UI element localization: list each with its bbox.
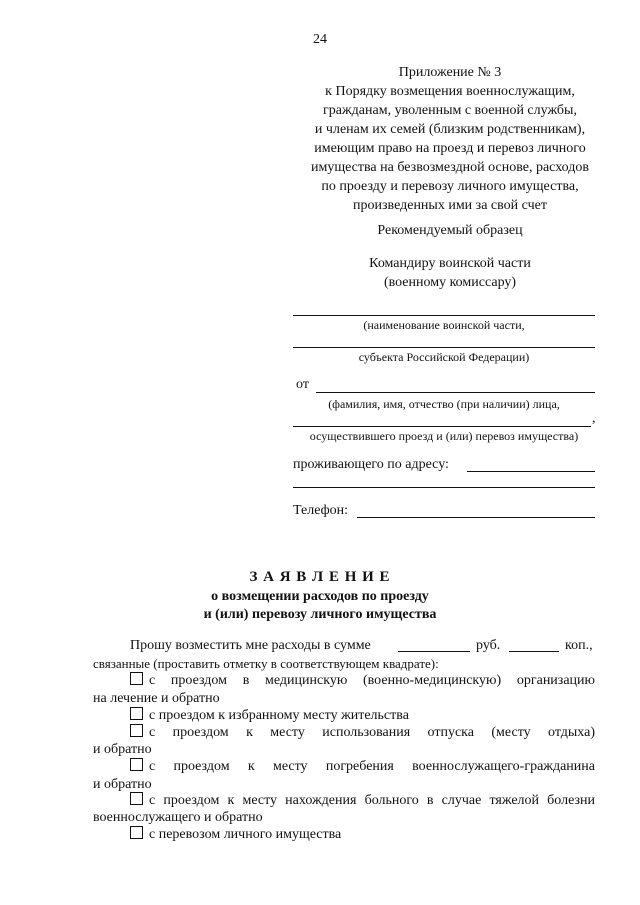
- unit-caption: (наименование воинской части,: [363, 318, 525, 332]
- appendix-line: имеющим право на проезд и перевоз личного: [314, 141, 586, 156]
- checkbox-residence[interactable]: [130, 707, 143, 720]
- kop-label: коп.,: [565, 638, 593, 653]
- checkbox-illness[interactable]: [130, 792, 143, 805]
- name-caption: (фамилия, имя, отчество (при наличии) лица,: [328, 397, 560, 411]
- addressee-line-1: Командиру воинской части: [369, 256, 531, 271]
- option-property: с перевозом личного имущества: [130, 826, 341, 844]
- addressee-line-2: (военному комиссару): [383, 275, 517, 290]
- phone-line[interactable]: [357, 517, 595, 518]
- sum-kop-field[interactable]: [509, 651, 559, 652]
- phone-label: Телефон:: [293, 503, 349, 518]
- statement-subtitle-2: и (или) перевозу личного имущества: [203, 607, 437, 622]
- option-vacation-cont: и обратно: [93, 742, 152, 757]
- option-burial-cont: и обратно: [93, 777, 152, 792]
- sample-label: Рекомендуемый образец: [377, 223, 523, 238]
- appendix-line: и членам их семей (близким родственникам),: [314, 122, 586, 137]
- page-number: 24: [313, 32, 327, 47]
- address-line-2[interactable]: [293, 487, 595, 488]
- checkbox-burial[interactable]: [130, 758, 143, 771]
- addressee: [285, 254, 615, 292]
- subject-line[interactable]: [293, 347, 595, 348]
- appendix-header: [285, 63, 615, 215]
- comma-mark: ,: [592, 411, 596, 426]
- option-residence: с проездом к избранному месту жительства: [130, 707, 409, 725]
- from-name-line[interactable]: [316, 392, 595, 393]
- option-medical-cont: на лечение и обратно: [93, 691, 220, 706]
- option-burial: с проездом к месту погребения военнослужащего-гражданина: [130, 758, 595, 776]
- appendix-line: имущества на безвозмездной основе, расходов: [310, 160, 590, 175]
- statement-subtitle-1: о возмещении расходов по проезду: [211, 589, 429, 604]
- sum-rub-field[interactable]: [398, 651, 470, 652]
- appendix-title: Приложение № 3: [398, 65, 502, 80]
- from-label: от: [296, 377, 309, 392]
- option-illness: с проездом к месту нахождения больного в случае тяжелой болезни: [130, 792, 595, 810]
- appendix-line: произведенных ими за свой счет: [353, 198, 547, 213]
- appendix-line: гражданам, уволенным с военной службы,: [323, 103, 577, 118]
- rub-label: руб.: [476, 638, 501, 653]
- checkbox-medical[interactable]: [130, 672, 143, 685]
- address-label: проживающего по адресу:: [293, 457, 449, 472]
- intro-text: Прошу возместить мне расходы в сумме: [130, 638, 371, 653]
- name-continuation-line[interactable]: [293, 426, 591, 427]
- address-line[interactable]: [467, 471, 595, 472]
- unit-name-line[interactable]: [293, 315, 595, 316]
- checkbox-property[interactable]: [130, 826, 143, 839]
- appendix-line: по проезду и перевозу личного имущества,: [321, 179, 579, 194]
- option-medical: с проездом в медицинскую (военно-медицинскую) организацию: [130, 672, 595, 690]
- option-vacation: с проездом к месту использования отпуска (месту отдыха): [130, 724, 595, 742]
- checkbox-vacation[interactable]: [130, 724, 143, 737]
- subject-caption: субъекта Российской Федерации): [358, 350, 530, 364]
- statement-title: З А Я В Л Е Н И Е: [249, 569, 391, 585]
- option-illness-cont: военнослужащего и обратно: [93, 810, 263, 825]
- appendix-line: к Порядку возмещения военнослужащим,: [325, 84, 575, 99]
- travel-caption: осуществившего проезд и (или) перевоз имущества): [309, 429, 579, 443]
- intro-instruction: связанные (проставить отметку в соответствующем квадрате):: [93, 656, 439, 671]
